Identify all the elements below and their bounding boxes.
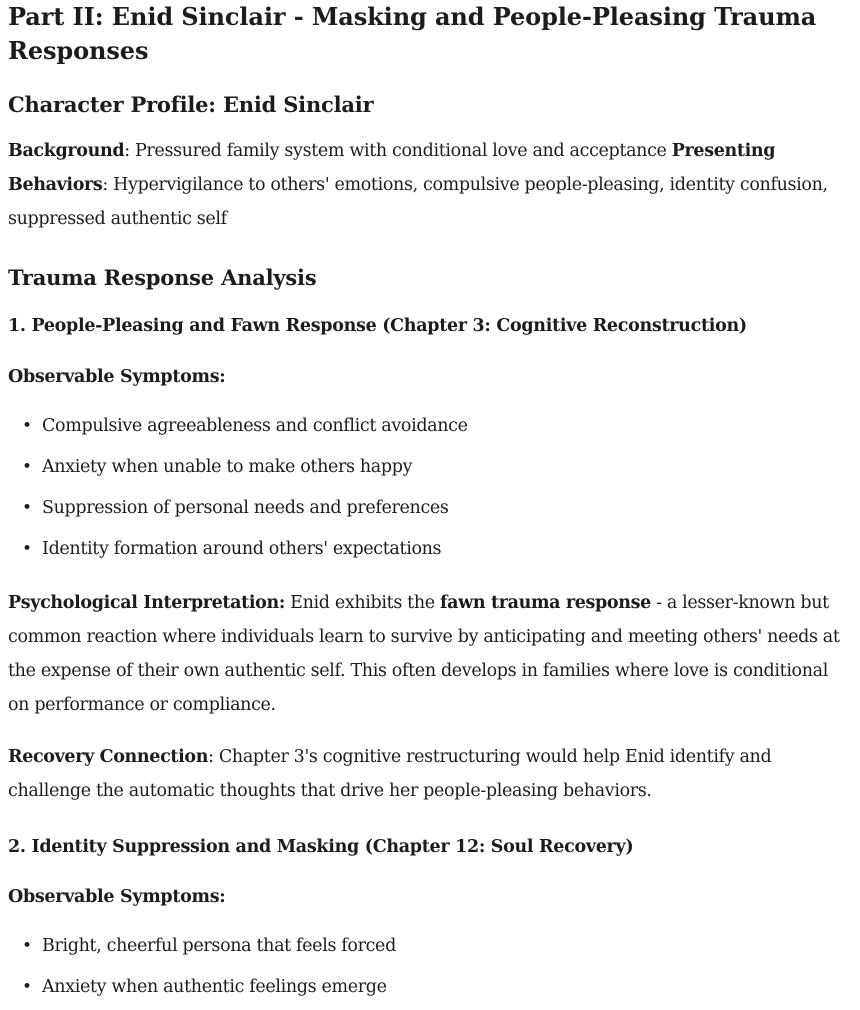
section2-heading: 2. Identity Suppression and Masking (Chapter 12: Soul Recovery) <box>8 837 634 857</box>
recovery-paragraph <box>8 740 854 808</box>
section2-symptoms-label: Observable Symptoms: <box>8 887 226 907</box>
bullet-icon: • <box>22 977 32 997</box>
bullet-icon: • <box>22 936 32 956</box>
list-item <box>8 529 854 570</box>
symptom-text: Anxiety when authentic feelings emerge <box>42 977 387 997</box>
list-item <box>8 488 854 529</box>
symptom-text: Compulsive agreeableness and conflict avoidance <box>42 416 468 436</box>
symptom-text: Bright, cheerful persona that feels forced <box>42 936 396 956</box>
profile-paragraph <box>8 134 854 236</box>
analysis-heading: Trauma Response Analysis <box>8 265 317 290</box>
section1-symptom-list <box>8 406 854 570</box>
section1-symptoms-label: Observable Symptoms: <box>8 367 226 387</box>
list-item <box>8 447 854 488</box>
interpretation-pre: Enid exhibits the <box>284 593 440 613</box>
interpretation-post: - a lesser-known but common reaction where individuals learn to survive by anticipating and meeting others' needs at the expense of their own authentic self. This often develops in families where love is conditional on performance or compliance. <box>8 593 840 715</box>
interpretation-paragraph <box>8 586 854 722</box>
bullet-icon: • <box>22 416 32 436</box>
symptom-text: Suppression of personal needs and preferences <box>42 498 449 518</box>
symptom-text: Identity formation around others' expectations <box>42 539 442 559</box>
symptom-text: Anxiety when unable to make others happy <box>42 457 413 477</box>
page-title: Part II: Enid Sinclair - Masking and People-Pleasing Trauma Responses <box>8 2 817 65</box>
list-item <box>8 926 854 967</box>
section2-symptom-list <box>8 926 854 1008</box>
bullet-icon: • <box>22 457 32 477</box>
interpretation-label: Psychological Interpretation: <box>8 593 285 613</box>
list-item <box>8 406 854 447</box>
behaviors-text: : Hypervigilance to others' emotions, compulsive people-pleasing, identity confusion, suppressed authentic self <box>8 175 828 229</box>
recovery-label: Recovery Connection <box>8 747 209 767</box>
interpretation-bold: fawn trauma response <box>439 593 651 613</box>
behaviors-label: Presenting Behaviors <box>8 141 776 195</box>
profile-heading: Character Profile: Enid Sinclair <box>8 92 374 117</box>
background-label: Background <box>8 141 125 161</box>
section1-heading: 1. People-Pleasing and Fawn Response (Chapter 3: Cognitive Reconstruction) <box>8 316 747 336</box>
bullet-icon: • <box>22 498 32 518</box>
background-text: : Pressured family system with conditional love and acceptance <box>124 141 672 161</box>
bullet-icon: • <box>22 539 32 559</box>
list-item <box>8 967 854 1008</box>
recovery-text: : Chapter 3's cognitive restructuring would help Enid identify and challenge the automatic thoughts that drive her people-pleasing behaviors. <box>8 747 772 801</box>
